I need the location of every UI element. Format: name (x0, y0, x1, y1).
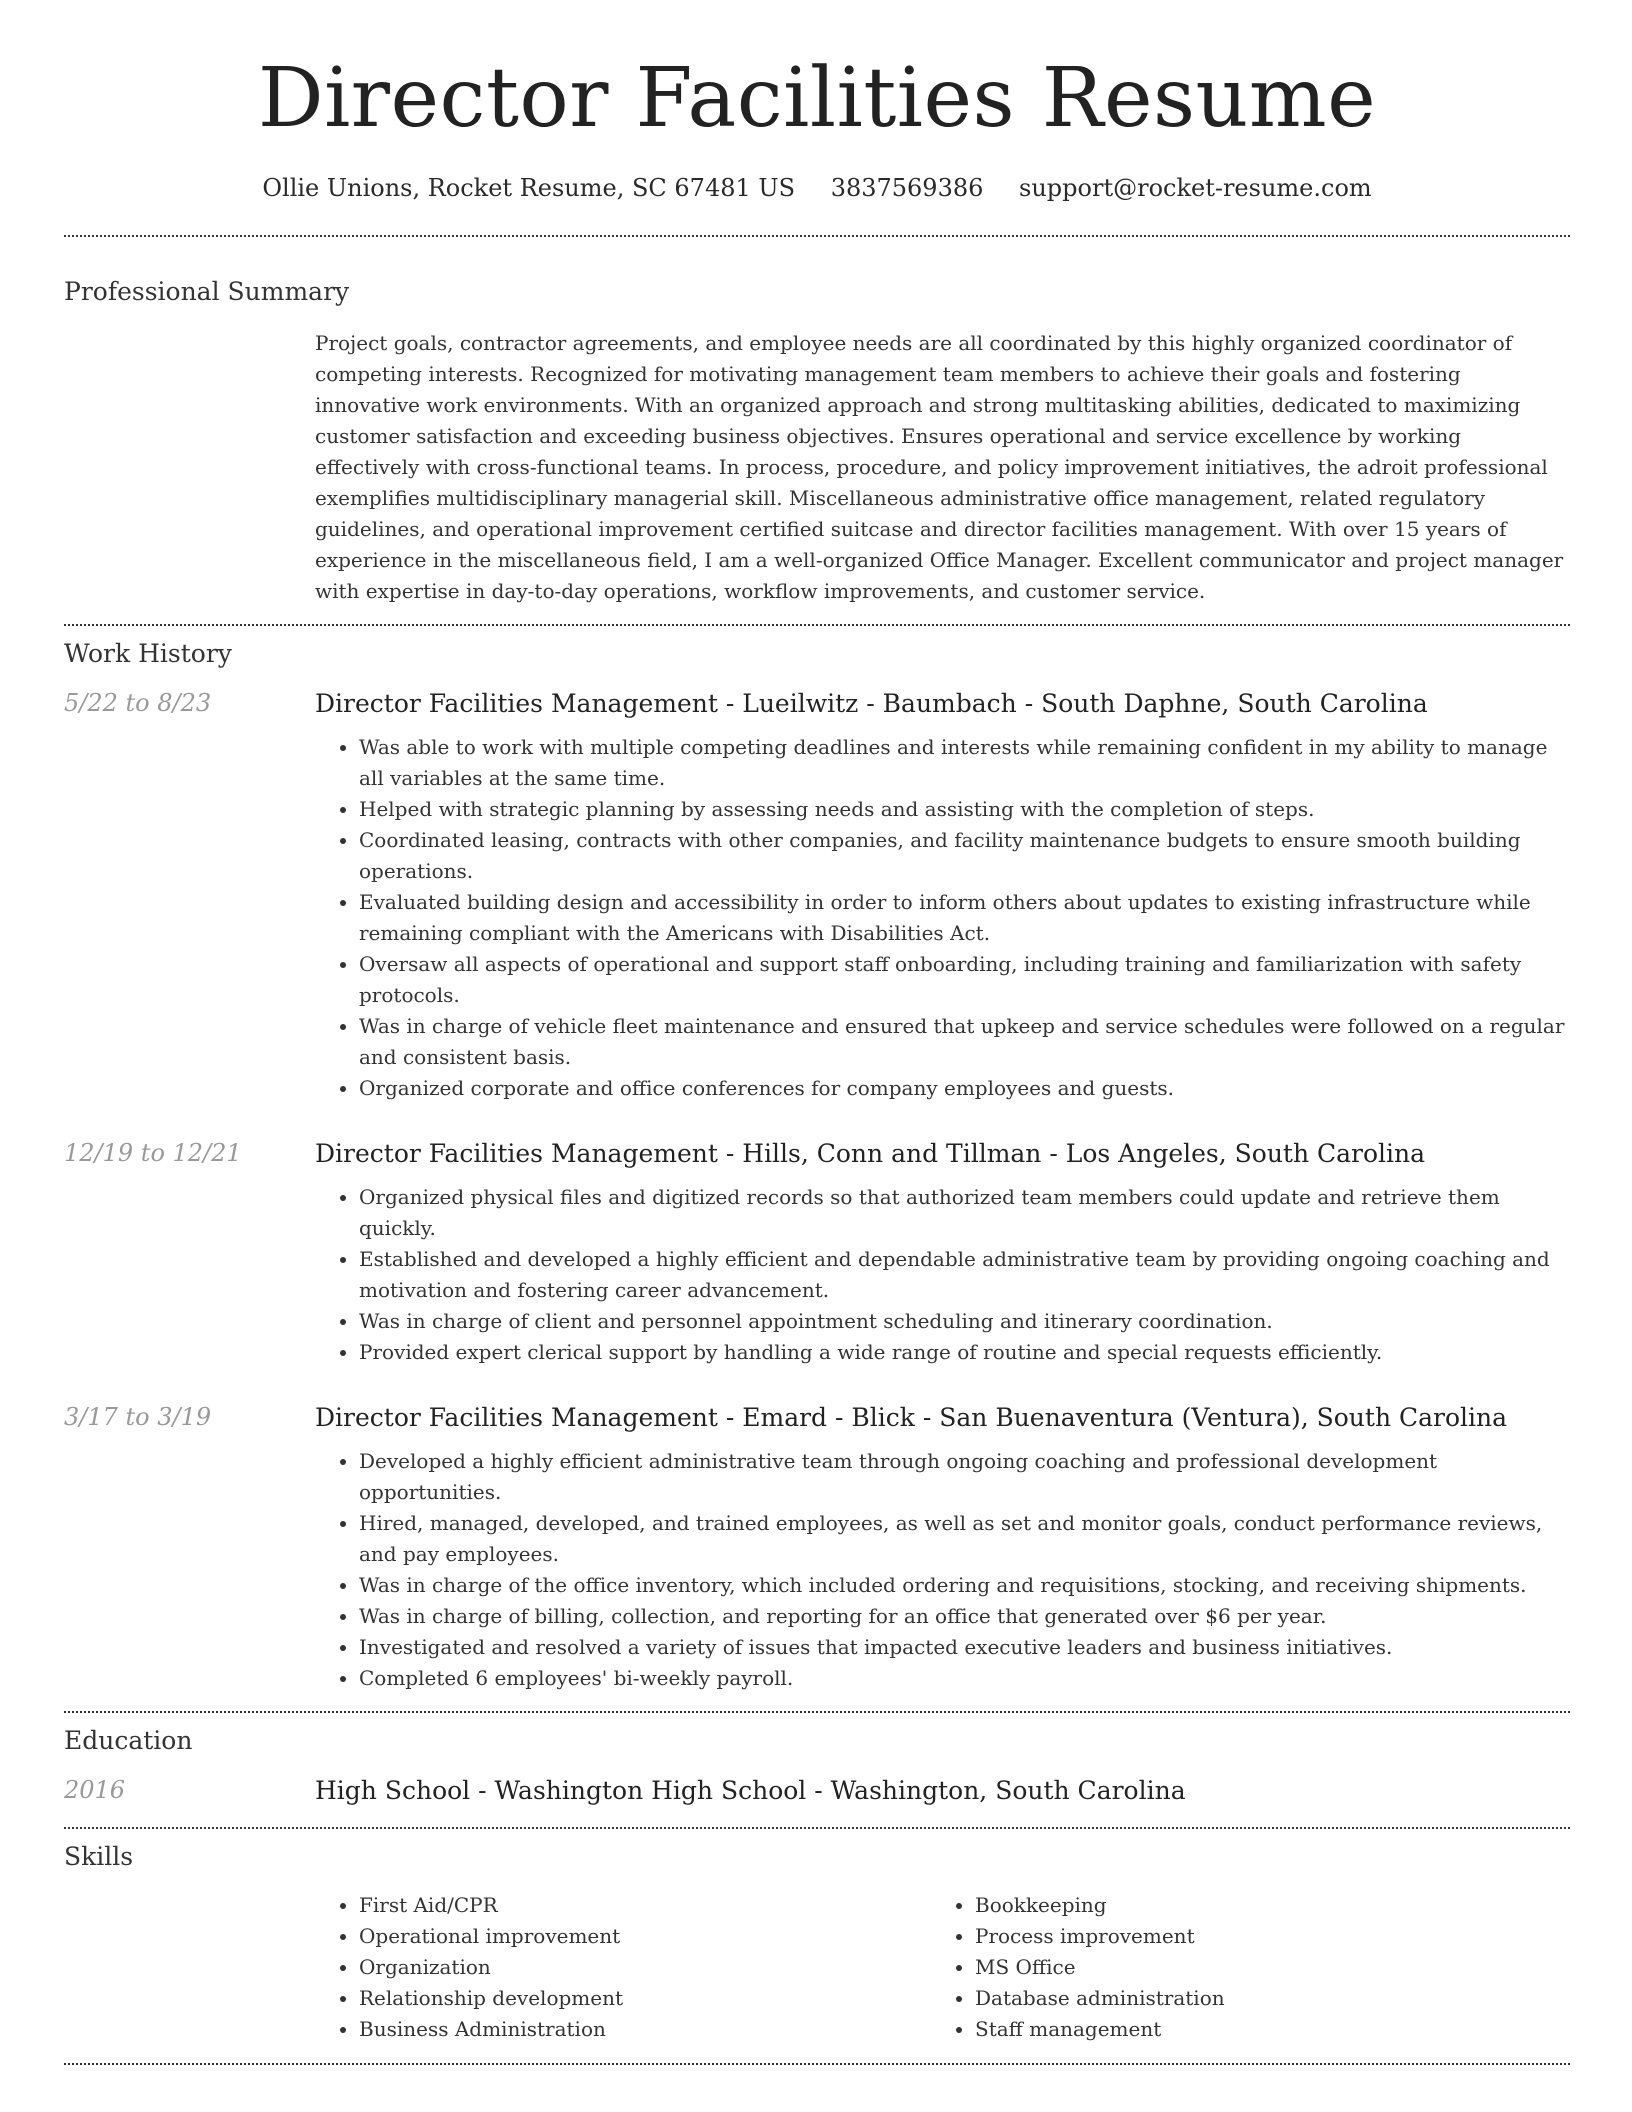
skills-heading: Skills (64, 1842, 134, 1871)
contact-phone: 3837569386 (830, 174, 984, 202)
skill-item: • Database administration (975, 1983, 1547, 2014)
skill-item: • First Aid/CPR (359, 1890, 931, 1921)
skill-item: • Staff management (975, 2014, 1547, 2045)
summary-text: Project goals, contractor agreements, and employee needs are all coordinated by this highly organized coordinator of competing interests. Recognized for motivating management team members to achieve their goals and fostering innovative work environments. With an organized approach and strong multitasking abilities, dedicated to maximizing customer satisfaction and exceeding business objectives. Ensures operational and service excellence by working effectively with cross-functional teams. In process, procedure, and policy improvement initiatives, the adroit professional exemplifies multidisciplinary managerial skill. Miscellaneous administrative office management, related regulatory guidelines, and operational improvement certified suitcase and director facilities management. With over 15 years of experience in the miscellaneous field, I am a well-organized Office Manager. Excellent communicator and project manager with expertise in day-to-day operations, workflow improvements, and customer service. (315, 331, 1564, 603)
skill-item: • Bookkeeping (975, 1890, 1547, 1921)
divider (64, 235, 1570, 237)
work-history-heading: Work History (64, 639, 232, 668)
job-dates: 12/19 to 12/21 (64, 1139, 242, 1167)
job-entry (64, 1403, 1570, 1694)
job-bullets (315, 1446, 1570, 1694)
divider (64, 2063, 1570, 2065)
education-section (64, 1726, 1570, 1805)
skills-list-right (931, 1890, 1547, 2045)
education-entry: High School - Washington High School - Washington, South Carolina (315, 1776, 1186, 1805)
skills-list-left (315, 1890, 931, 2045)
list-item: • Oversaw all aspects of operational and support staff onboarding, including training and familiarization with safety protocols. (359, 949, 1570, 1011)
list-item: • Established and developed a highly efficient and dependable administrative team by providing ongoing coaching and motivation and fostering career advancement. (359, 1244, 1570, 1306)
contact-line (64, 174, 1570, 202)
skills-section (64, 1842, 1570, 2045)
contact-address: Ollie Unions, Rocket Resume, SC 67481 US (262, 174, 796, 202)
skill-item: • Business Administration (359, 2014, 931, 2045)
job-entry (64, 1139, 1570, 1368)
summary-section (64, 277, 1570, 607)
list-item: • Was in charge of client and personnel appointment scheduling and itinerary coordination. (359, 1306, 1570, 1337)
education-year: 2016 (64, 1776, 126, 1804)
list-item: • Completed 6 employees' bi-weekly payroll. (359, 1663, 1570, 1694)
divider (64, 624, 1570, 626)
job-dates: 5/22 to 8/23 (64, 689, 212, 717)
skill-item: • Process improvement (975, 1921, 1547, 1952)
skill-item: • MS Office (975, 1952, 1547, 1983)
job-entry (64, 689, 1570, 1104)
list-item: • Coordinated leasing, contracts with other companies, and facility maintenance budgets to ensure smooth building operations. (359, 825, 1570, 887)
list-item: • Organized corporate and office conferences for company employees and guests. (359, 1073, 1570, 1104)
job-title: Director Facilities Management - Lueilwitz - Baumbach - South Daphne, South Carolina (315, 689, 1428, 718)
contact-email: support@rocket-resume.com (1019, 174, 1372, 202)
skill-item: • Operational improvement (359, 1921, 931, 1952)
job-bullets (315, 732, 1570, 1104)
list-item: • Investigated and resolved a variety of issues that impacted executive leaders and business initiatives. (359, 1632, 1570, 1663)
list-item: • Hired, managed, developed, and trained employees, as well as set and monitor goals, conduct performance reviews, and pay employees. (359, 1508, 1570, 1570)
list-item: • Helped with strategic planning by assessing needs and assisting with the completion of steps. (359, 794, 1570, 825)
list-item: • Provided expert clerical support by handling a wide range of routine and special requests efficiently. (359, 1337, 1570, 1368)
job-dates: 3/17 to 3/19 (64, 1403, 212, 1431)
divider (64, 1827, 1570, 1829)
resume-page (64, 0, 1570, 2065)
list-item: • Was able to work with multiple competing deadlines and interests while remaining confident in my ability to manage all variables at the same time. (359, 732, 1570, 794)
summary-heading: Professional Summary (64, 277, 350, 306)
education-heading: Education (64, 1726, 193, 1755)
skill-item: • Organization (359, 1952, 931, 1983)
skill-item: • Relationship development (359, 1983, 931, 2014)
divider (64, 1711, 1570, 1713)
list-item: • Evaluated building design and accessibility in order to inform others about updates to existing infrastructure while remaining compliant with the Americans with Disabilities Act. (359, 887, 1570, 949)
list-item: • Was in charge of vehicle fleet maintenance and ensured that upkeep and service schedules were followed on a regular and consistent basis. (359, 1011, 1570, 1073)
work-history-section (64, 639, 1570, 1694)
list-item: • Organized physical files and digitized records so that authorized team members could update and retrieve them quickly. (359, 1182, 1570, 1244)
job-bullets (315, 1182, 1570, 1368)
job-title: Director Facilities Management - Emard - Blick - San Buenaventura (Ventura), South Carolina (315, 1403, 1508, 1432)
list-item: • Was in charge of the office inventory, which included ordering and requisitions, stocking, and receiving shipments. (359, 1570, 1570, 1601)
job-title: Director Facilities Management - Hills, Conn and Tillman - Los Angeles, South Carolina (315, 1139, 1426, 1168)
list-item: • Was in charge of billing, collection, and reporting for an office that generated over $6 per year. (359, 1601, 1570, 1632)
resume-title: Director Facilities Resume (257, 51, 1377, 146)
list-item: • Developed a highly efficient administrative team through ongoing coaching and professional development opportunities. (359, 1446, 1570, 1508)
